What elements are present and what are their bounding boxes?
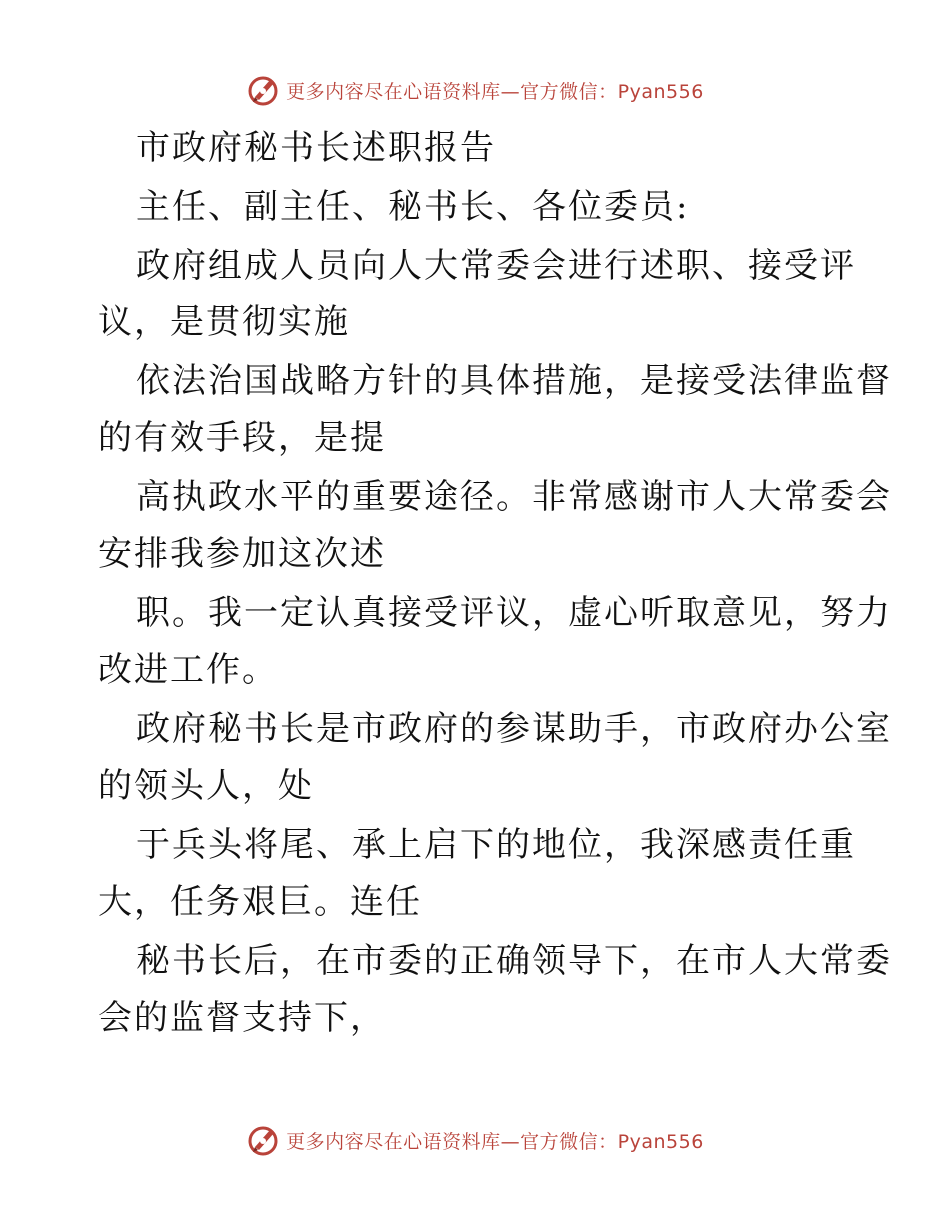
paragraph-line: 高执政水平的重要途径。非常感谢市人大常委会 (136, 477, 892, 517)
footer-banner (0, 1120, 950, 1160)
header-banner-text: 更多内容尽在心语资料库—官方微信：Pyan556 (286, 80, 704, 103)
paragraph-line: 秘书长后，在市委的正确领导下，在市人大常委 (136, 941, 892, 981)
paragraph-line: 议，是贯彻实施 (98, 302, 350, 342)
footer-banner-text: 更多内容尽在心语资料库—官方微信：Pyan556 (286, 1130, 704, 1153)
paragraph-line: 大，任务艰巨。连任 (98, 882, 422, 922)
paragraph-line: 会的监督支持下， (98, 998, 386, 1038)
document-title: 市政府秘书长述职报告 (136, 128, 496, 168)
paragraph-line: 的领头人，处 (98, 766, 314, 806)
paragraph-line: 职。我一定认真接受评议，虚心听取意见，努力 (136, 593, 892, 633)
paragraph-line: 安排我参加这次述 (98, 534, 386, 574)
paragraph-line: 的有效手段，是提 (98, 418, 386, 458)
pen-logo-icon (246, 1123, 280, 1157)
paragraph-line: 于兵头将尾、承上启下的地位，我深感责任重 (136, 825, 856, 865)
pen-logo-icon (246, 73, 280, 107)
salutation: 主任、副主任、秘书长、各位委员: (136, 187, 690, 227)
paragraph-line: 政府组成人员向人大常委会进行述职、接受评 (136, 246, 856, 286)
header-banner (0, 70, 950, 110)
paragraph-line: 依法治国战略方针的具体措施，是接受法律监督 (136, 361, 892, 401)
paragraph-line: 政府秘书长是市政府的参谋助手，市政府办公室 (136, 709, 892, 749)
paragraph-line: 改进工作。 (98, 650, 278, 690)
